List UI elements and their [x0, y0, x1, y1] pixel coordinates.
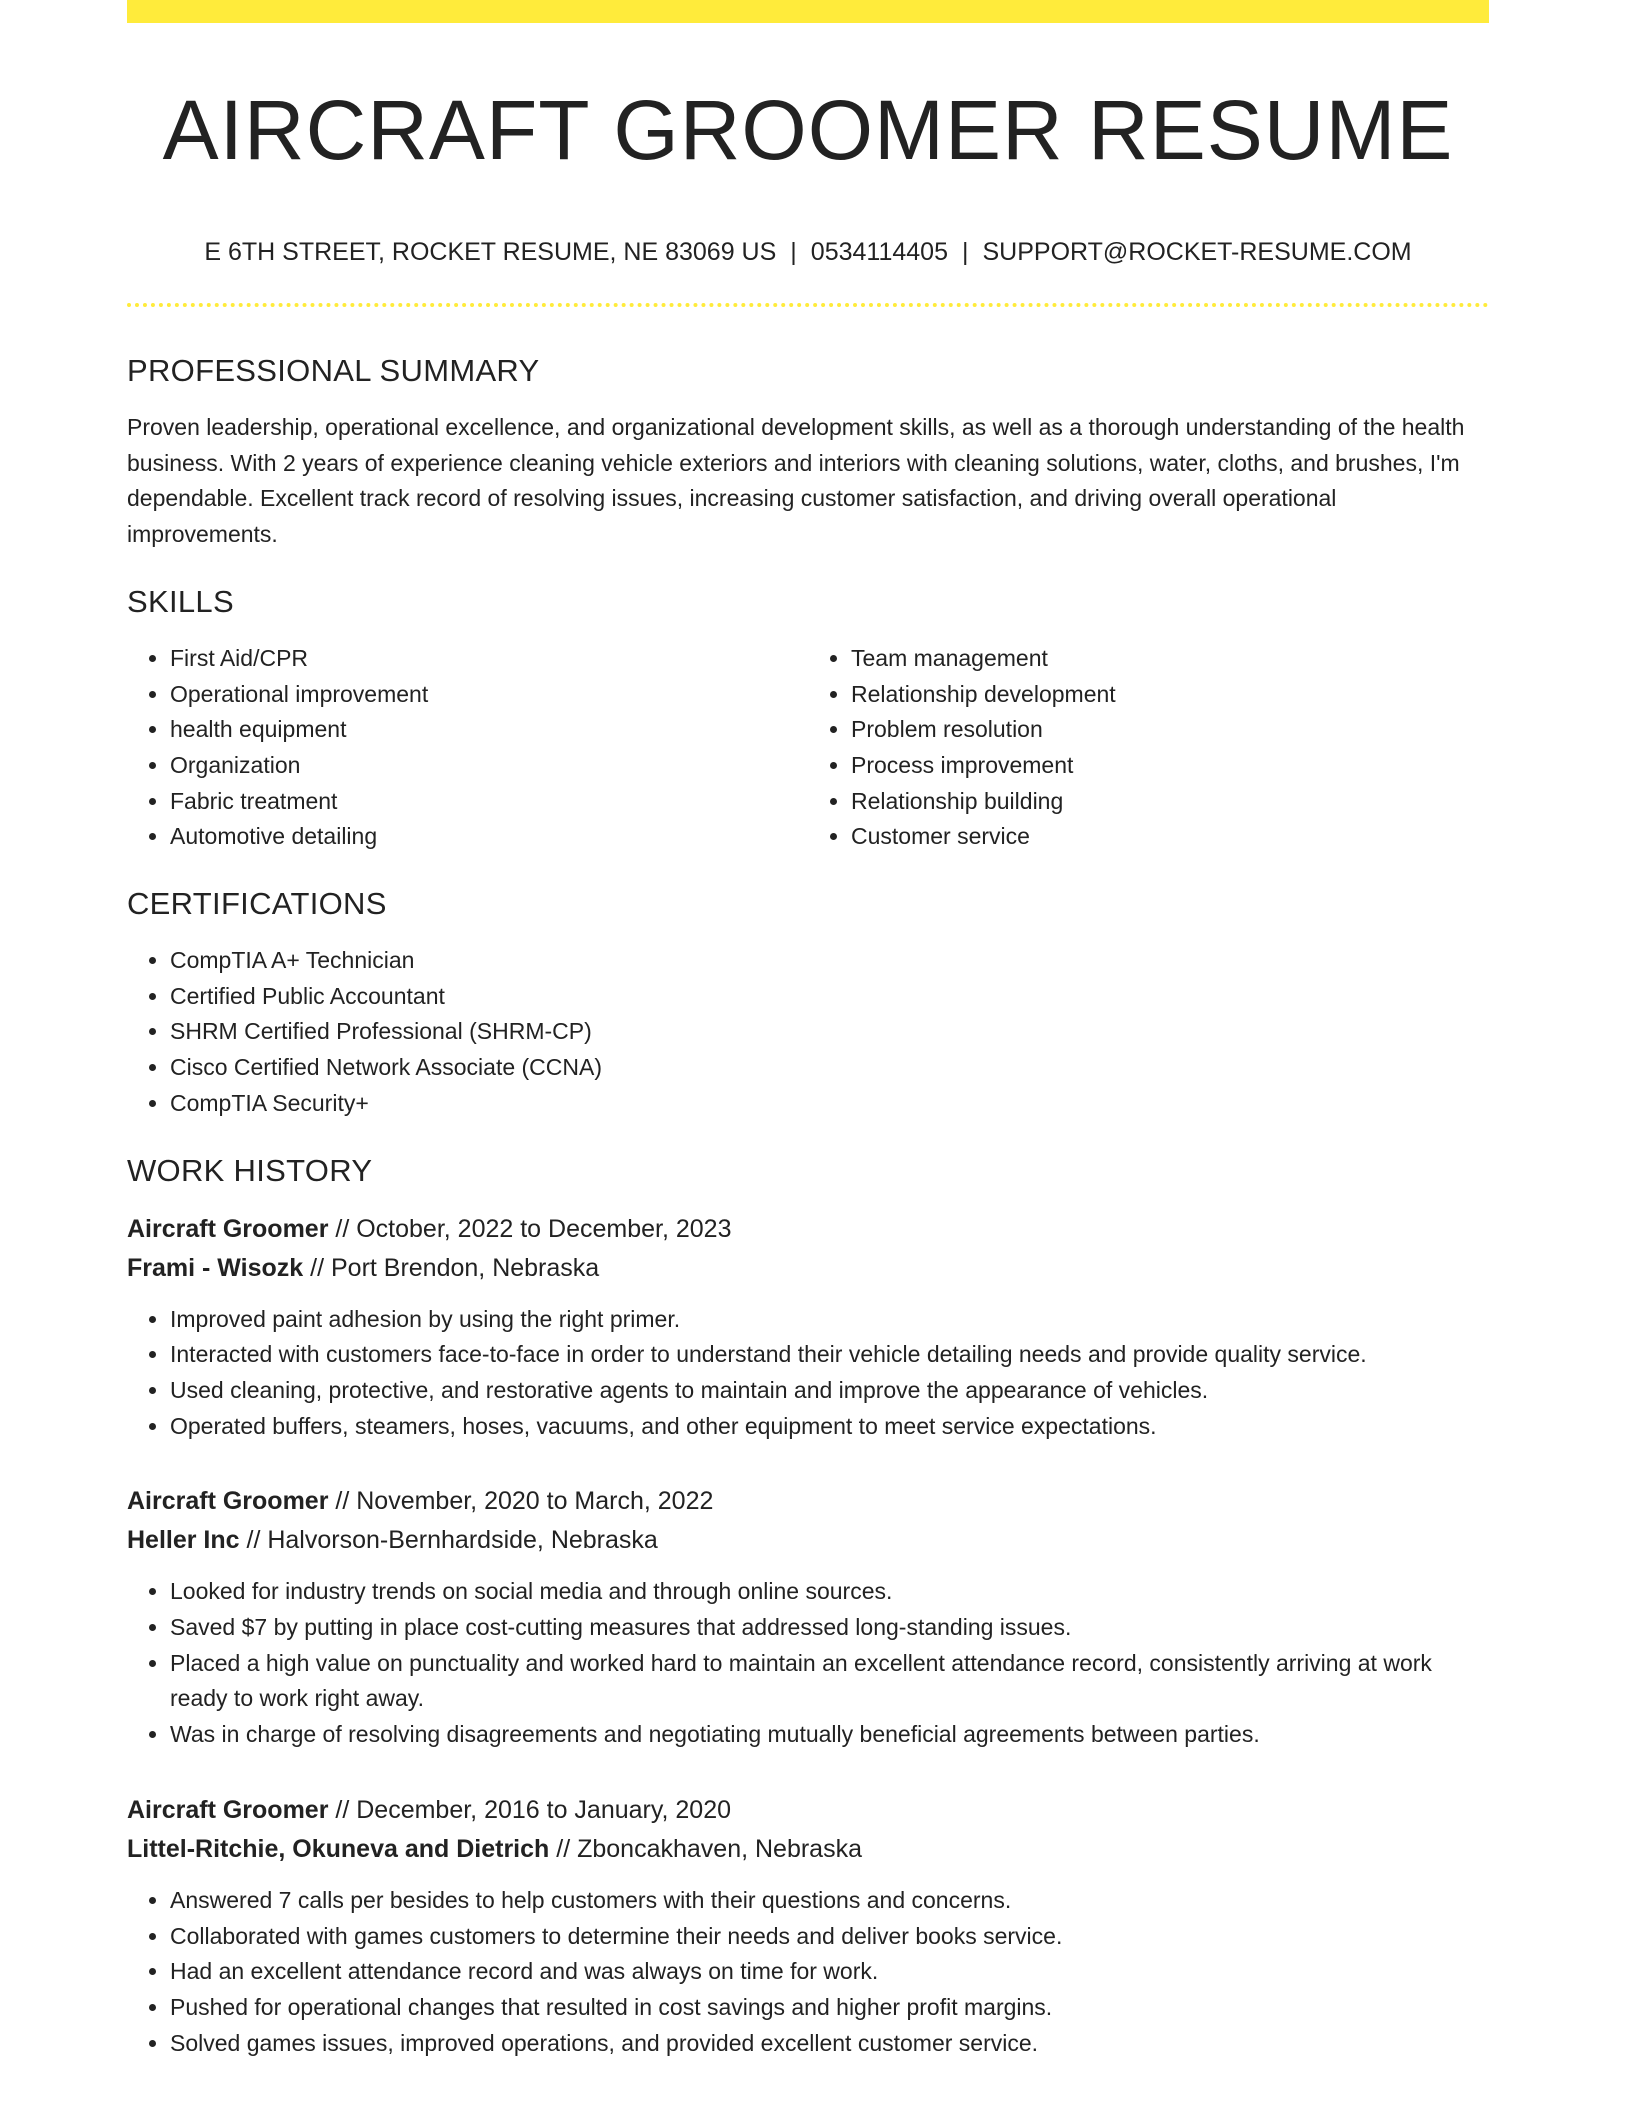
certifications-heading: CERTIFICATIONS — [127, 886, 387, 922]
job-company-line — [127, 1249, 1489, 1288]
header-divider — [127, 303, 1489, 307]
job-duty: • Answered 7 calls per besides to help customers with their questions and concerns. — [170, 1883, 1489, 1919]
skill-item: • Automotive detailing — [170, 819, 808, 855]
work-history-heading: WORK HISTORY — [127, 1152, 373, 1188]
certification-item: • CompTIA Security+ — [170, 1086, 1489, 1122]
summary-text: Proven leadership, operational excellence, and organizational development skills, as well as a thorough understanding of the health business. With 2 years of experience cleaning vehicle exteriors and interiors with cleaning solutions, water, cloths, and brushes, I'm dependable. Excellent track record of resolving issues, increasing customer satisfaction, and driving overall operational improvements. — [127, 414, 1465, 548]
work-history-section — [127, 1150, 1489, 2062]
contact-separator: | — [790, 238, 797, 266]
skill-item: • health equipment — [170, 712, 808, 748]
skills-list-right — [808, 641, 1489, 855]
resume-body — [127, 350, 1489, 2061]
skills-heading: SKILLS — [127, 583, 234, 619]
job-duties-list — [127, 1574, 1489, 1753]
job-title-line — [127, 1791, 1489, 1830]
job-location: // Halvorson-Bernhardside, Nebraska — [239, 1526, 658, 1555]
job-location: // Port Brendon, Nebraska — [303, 1253, 600, 1282]
certifications-list — [127, 943, 1489, 1122]
job-company: Frami - Wisozk — [127, 1253, 304, 1282]
job-dates: // October, 2022 to December, 2023 — [328, 1214, 732, 1243]
contact-separator: | — [961, 238, 969, 266]
job-entry — [127, 1210, 1489, 1445]
job-company: Heller Inc — [127, 1526, 240, 1555]
job-duty: • Operated buffers, steamers, hoses, vacuums, and other equipment to meet service expectations. — [170, 1409, 1489, 1445]
skill-item: • First Aid/CPR — [170, 641, 808, 677]
skill-item: • Problem resolution — [851, 712, 1489, 748]
job-title-line — [127, 1482, 1489, 1521]
summary-section — [127, 350, 1489, 553]
job-entry — [127, 1791, 1489, 2062]
job-dates: // November, 2020 to March, 2022 — [328, 1487, 714, 1516]
job-duties-list — [127, 1302, 1489, 1445]
certification-item: • Certified Public Accountant — [170, 979, 1489, 1015]
resume-title: AIRCRAFT GROOMER RESUME — [162, 83, 1454, 177]
skill-item: • Process improvement — [851, 748, 1489, 784]
job-company: Littel-Ritchie, Okuneva and Dietrich — [127, 1834, 550, 1863]
skill-item: • Relationship building — [851, 784, 1489, 820]
skill-item: • Relationship development — [851, 677, 1489, 713]
job-duty: • Pushed for operational changes that resulted in cost savings and higher profit margins. — [170, 1990, 1489, 2026]
skill-item: • Operational improvement — [170, 677, 808, 713]
contact-address: E 6TH STREET, ROCKET RESUME, NE 83069 US — [204, 238, 777, 266]
contact-email: SUPPORT@ROCKET-RESUME.COM — [982, 238, 1412, 266]
job-company-line — [127, 1521, 1489, 1560]
job-duty: • Interacted with customers face-to-face in order to understand their vehicle detailing needs and provide quality service. — [170, 1337, 1489, 1373]
job-entry — [127, 1482, 1489, 1753]
contact-phone: 0534114405 — [810, 238, 948, 266]
certification-item: • SHRM Certified Professional (SHRM-CP) — [170, 1014, 1489, 1050]
job-company-line — [127, 1830, 1489, 1869]
skills-grid — [127, 623, 1489, 855]
skill-item: • Organization — [170, 748, 808, 784]
job-dates: // December, 2016 to January, 2020 — [328, 1795, 732, 1824]
certification-item: • CompTIA A+ Technician — [170, 943, 1489, 979]
job-duty: • Used cleaning, protective, and restorative agents to maintain and improve the appearance of vehicles. — [170, 1373, 1489, 1409]
certifications-section — [127, 883, 1489, 1122]
job-duty: • Collaborated with games customers to determine their needs and deliver books service. — [170, 1919, 1489, 1955]
certification-item: • Cisco Certified Network Associate (CCNA) — [170, 1050, 1489, 1086]
skills-section — [127, 581, 1489, 855]
summary-heading: PROFESSIONAL SUMMARY — [127, 353, 540, 388]
job-location: // Zboncakhaven, Nebraska — [549, 1834, 862, 1863]
job-title: Aircraft Groomer — [127, 1487, 329, 1516]
job-title: Aircraft Groomer — [127, 1795, 329, 1824]
job-duty: • Improved paint adhesion by using the right primer. — [170, 1302, 1489, 1338]
job-duty: • Had an excellent attendance record and was always on time for work. — [170, 1954, 1489, 1990]
job-duties-list — [127, 1883, 1489, 2062]
job-title-line — [127, 1210, 1489, 1249]
top-accent-bar — [127, 0, 1489, 23]
job-duty: • Placed a high value on punctuality and worked hard to maintain an excellent attendance record, consistently arriving at work ready to work right away. — [170, 1646, 1489, 1717]
job-duty: • Looked for industry trends on social media and through online sources. — [170, 1574, 1489, 1610]
job-title: Aircraft Groomer — [127, 1214, 329, 1243]
skills-list-left — [127, 641, 808, 855]
job-duty: • Saved $7 by putting in place cost-cutting measures that addressed long-standing issues. — [170, 1610, 1489, 1646]
skill-item: • Team management — [851, 641, 1489, 677]
job-duty: • Was in charge of resolving disagreements and negotiating mutually beneficial agreements between parties. — [170, 1717, 1489, 1753]
job-duty: • Solved games issues, improved operations, and provided excellent customer service. — [170, 2026, 1489, 2062]
contact-line — [127, 236, 1489, 268]
skill-item: • Fabric treatment — [170, 784, 808, 820]
skill-item: • Customer service — [851, 819, 1489, 855]
